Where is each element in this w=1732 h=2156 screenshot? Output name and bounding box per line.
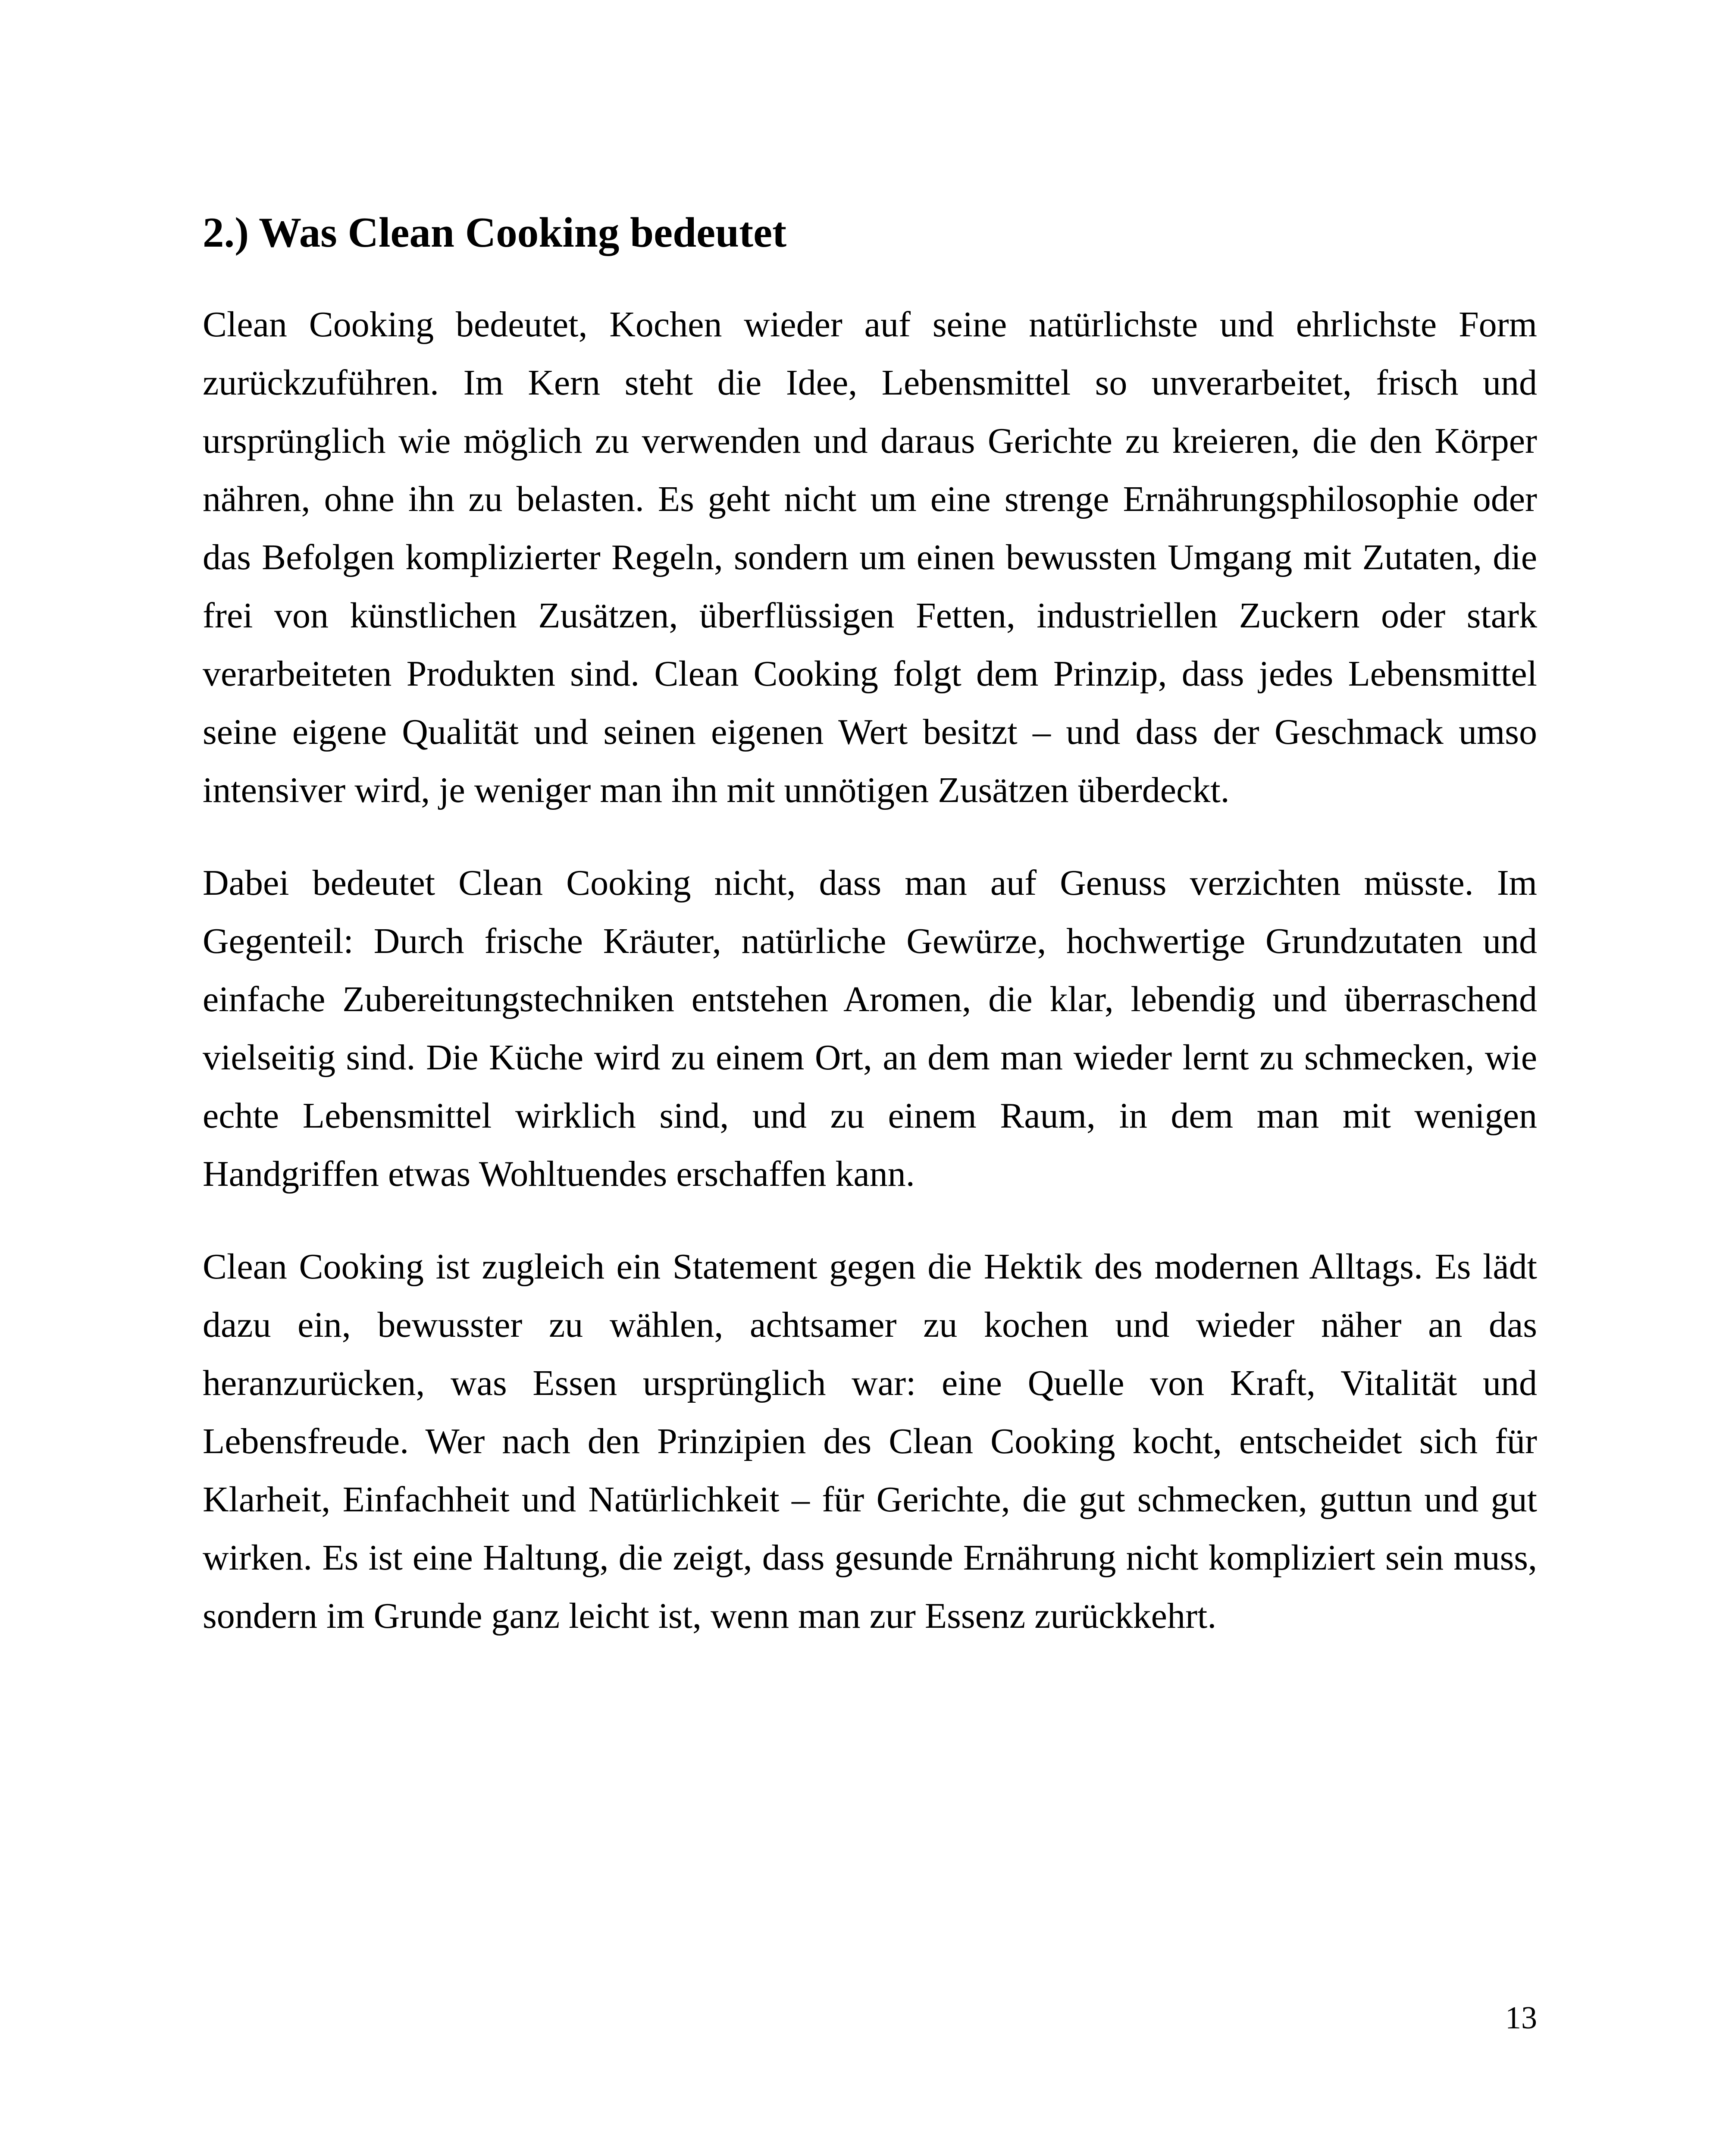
page-number: 13 bbox=[1505, 2000, 1537, 2036]
paragraph-1: Clean Cooking bedeutet, Kochen wieder auf seine natürlichste und ehrlichste Form zurückzuführen. Im Kern steht die Idee, Lebensmittel so unverarbeitet, frisch und ursprünglich wie möglich zu verwenden und daraus Gerichte zu kreieren, die den Körper nähren, ohne ihn zu belasten. Es geht nicht um eine strenge Ernährungsphilosophie oder das Befolgen komplizierter Regeln, sondern um einen bewussten Umgang mit Zutaten, die frei von künstlichen Zusätzen, überflüssigen Fetten, industriellen Zuckern oder stark verarbeiteten Produkten sind. Clean Cooking folgt dem Prinzip, dass jedes Lebensmittel seine eigene Qualität und seinen eigenen Wert besitzt – und dass der Geschmack umso intensiver wird, je weniger man ihn mit unnötigen Zusätzen überdeckt. bbox=[203, 304, 1537, 810]
paragraph-2: Dabei bedeutet Clean Cooking nicht, dass man auf Genuss verzichten müsste. Im Gegenteil: Durch frische Kräuter, natürliche Gewürze, hochwertige Grundzutaten und einfache Zubereitungstechniken entstehen Aromen, die klar, lebendig und überraschend vielseitig sind. Die Küche wird zu einem Ort, an dem man wieder lernt zu schmecken, wie echte Lebensmittel wirklich sind, und zu einem Raum, in dem man mit wenigen Handgriffen etwas Wohltuendes erschaffen kann. bbox=[203, 863, 1537, 1194]
page-content bbox=[203, 207, 1537, 1680]
paragraph-3: Clean Cooking ist zugleich ein Statement gegen die Hektik des modernen Alltags. Es lädt dazu ein, bewusster zu wählen, achtsamer zu kochen und wieder näher an das heranzurücken, was Essen ursprünglich war: eine Quelle von Kraft, Vitalität und Lebensfreude. Wer nach den Prinzipien des Clean Cooking kocht, entscheidet sich für Klarheit, Einfachheit und Natürlichkeit – für Gerichte, die gut schmecken, guttun und gut wirken. Es ist eine Haltung, die zeigt, dass gesunde Ernährung nicht kompliziert sein muss, sondern im Grunde ganz leicht ist, wenn man zur Essenz zurückkehrt. bbox=[203, 1247, 1537, 1636]
section-heading: 2.) Was Clean Cooking bedeutet bbox=[203, 209, 787, 256]
